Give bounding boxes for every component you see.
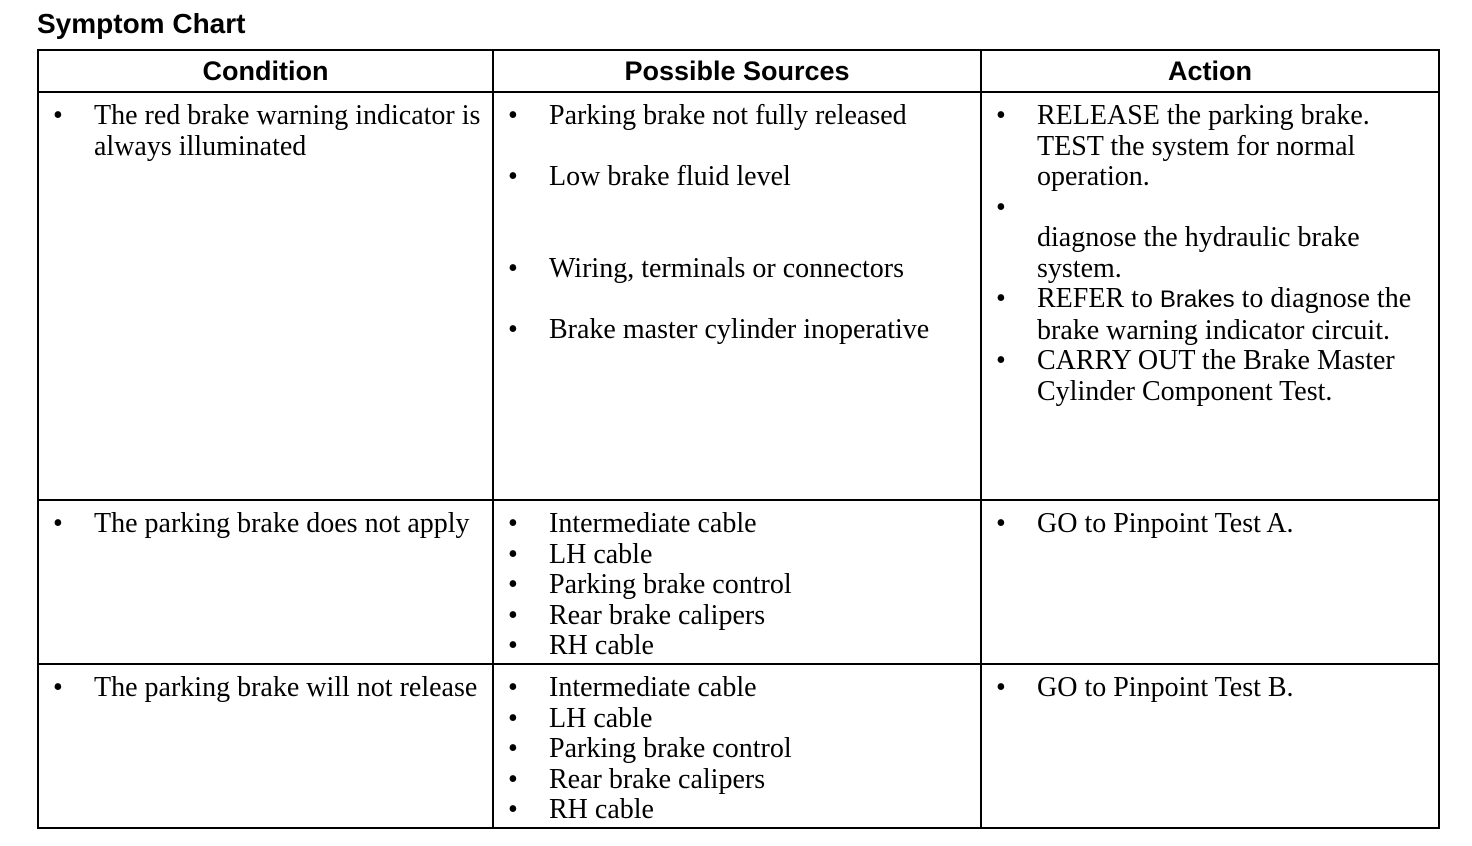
bullet-icon: • [508, 794, 518, 825]
list-item [39, 673, 484, 704]
list-item [982, 284, 1430, 346]
bullet-icon: • [508, 100, 518, 131]
pinpoint-test-b-link[interactable]: GO to Pinpoint Test B. [1037, 672, 1294, 703]
source-text: RH cable [549, 794, 654, 825]
action-text: diagnose the hydraulic brake system. [1037, 222, 1360, 284]
list-item [494, 509, 972, 540]
bullet-icon: • [508, 252, 518, 284]
list-item [494, 765, 972, 796]
bullet-icon: • [508, 161, 518, 192]
bullet-icon: • [53, 100, 63, 131]
list-item [982, 346, 1430, 407]
source-text: Rear brake calipers [549, 763, 766, 795]
source-text: RH cable [549, 630, 654, 661]
bullet-icon: • [508, 733, 518, 764]
list-item [982, 673, 1430, 704]
bullet-icon: • [996, 672, 1006, 703]
list-item [39, 101, 484, 162]
column-header-action: Action [981, 50, 1439, 92]
list-item [494, 315, 972, 346]
source-text: LH cable [549, 538, 653, 570]
list-item [494, 795, 972, 826]
bullet-icon: • [508, 508, 518, 539]
action-cell [981, 500, 1439, 664]
action-cell [981, 92, 1439, 500]
pinpoint-test-a-link[interactable]: GO to Pinpoint Test A. [1037, 508, 1294, 539]
bullet-icon: • [508, 702, 518, 734]
condition-text: The parking brake will not release [94, 672, 478, 703]
list-item [494, 673, 972, 704]
list-item [494, 734, 972, 765]
source-text: Intermediate cable [549, 672, 757, 703]
page-title: Symptom Chart [37, 8, 246, 39]
list-item [494, 162, 972, 193]
list-item [494, 540, 972, 571]
bullet-icon: • [53, 672, 63, 703]
bullet-icon: • [508, 599, 518, 631]
bullet-icon: • [508, 630, 518, 661]
sources-cell [493, 500, 981, 664]
action-cell [981, 664, 1439, 828]
action-text: RELEASE the parking brake. TEST the system for normal operation. [1037, 100, 1370, 192]
brakes-reference-link[interactable]: Brakes [1159, 286, 1235, 313]
source-text: Wiring, terminals or connectors [549, 252, 904, 284]
list-item [494, 254, 972, 285]
condition-cell [38, 664, 493, 828]
table-row [38, 500, 1439, 664]
condition-text: The parking brake does not apply [94, 508, 470, 539]
bullet-icon: • [53, 508, 63, 539]
bullet-icon: • [508, 763, 518, 795]
header-row [38, 50, 1439, 92]
action-text: CARRY OUT the Brake Master Cylinder Component Test. [1037, 345, 1395, 407]
action-text-pre: REFER to [1037, 283, 1153, 314]
source-text: Rear brake calipers [549, 599, 766, 631]
source-text: Brake master cylinder inoperative [549, 313, 930, 345]
sources-cell [493, 92, 981, 500]
condition-cell [38, 92, 493, 500]
list-item [982, 193, 1430, 285]
bullet-icon: • [508, 672, 518, 703]
list-item [494, 704, 972, 735]
column-header-condition: Condition [38, 50, 493, 92]
bullet-icon: • [508, 538, 518, 570]
bullet-icon: • [996, 283, 1006, 314]
source-text: Parking brake control [549, 733, 792, 764]
list-item [982, 101, 1430, 193]
bullet-icon: • [996, 345, 1006, 376]
bullet-icon: • [996, 100, 1006, 131]
column-header-possible-sources: Possible Sources [493, 50, 981, 92]
blank-line [1037, 193, 1430, 224]
condition-text: The red brake warning indicator is always illuminated [94, 100, 481, 162]
table-row [38, 92, 1439, 500]
list-item [494, 631, 972, 662]
table-row [38, 664, 1439, 828]
bullet-icon: • [996, 508, 1006, 539]
list-item [494, 101, 972, 132]
sources-cell [493, 664, 981, 828]
bullet-icon: • [508, 569, 518, 600]
source-text: Parking brake control [549, 569, 792, 600]
source-text: Low brake fluid level [549, 161, 791, 192]
condition-cell [38, 500, 493, 664]
source-text: LH cable [549, 702, 653, 734]
action-text-post: to diagnose the brake warning indicator circuit. [1037, 283, 1412, 346]
list-item [494, 601, 972, 632]
bullet-icon: • [508, 313, 518, 345]
list-item [494, 570, 972, 601]
source-text: Intermediate cable [549, 508, 757, 539]
bullet-icon: • [996, 191, 1006, 223]
list-item [982, 509, 1430, 540]
source-text: Parking brake not fully released [549, 100, 907, 131]
list-item [39, 509, 484, 540]
symptom-table [37, 49, 1440, 829]
